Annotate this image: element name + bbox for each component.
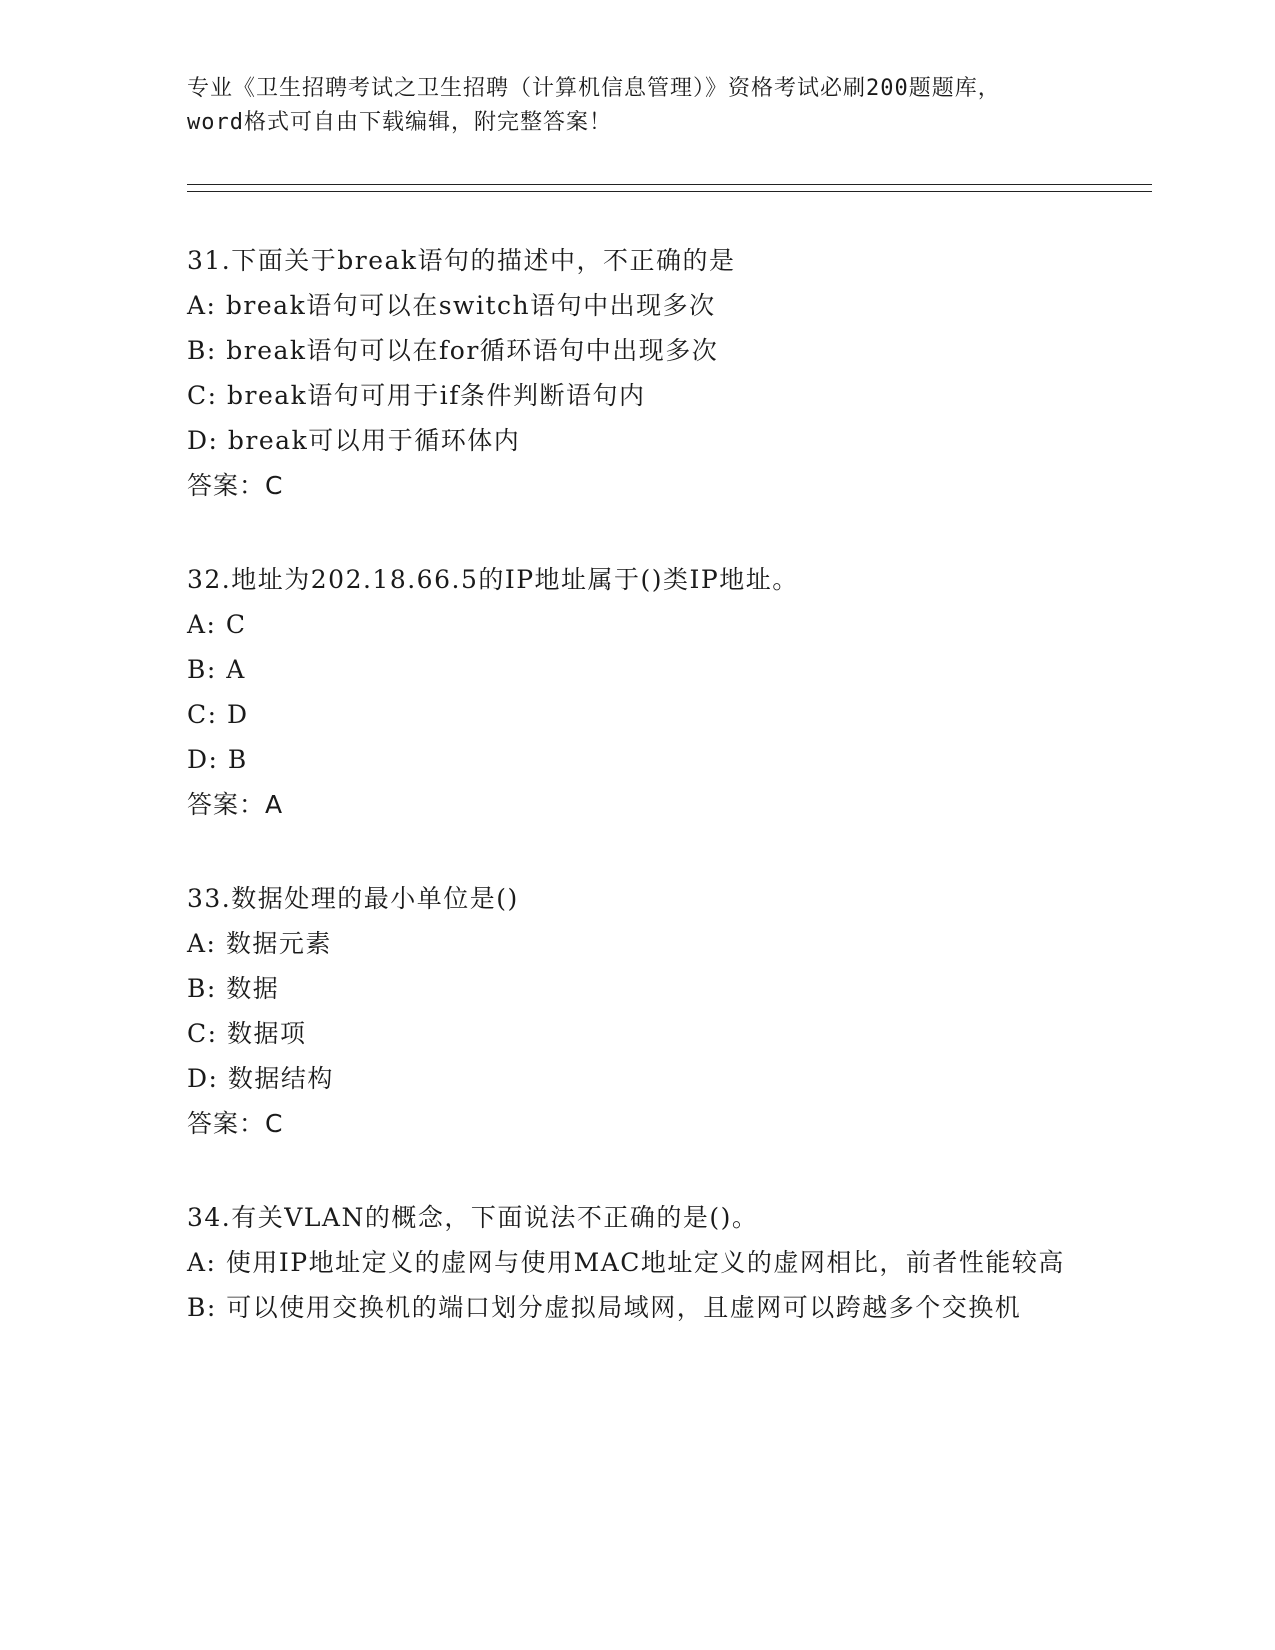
option-a: A: 数据元素 bbox=[187, 929, 332, 958]
option-b: B: break语句可以在for循环语句中出现多次 bbox=[187, 336, 719, 365]
option-a: A: 使用IP地址定义的虚网与使用MAC地址定义的虚网相比，前者性能较高 bbox=[187, 1248, 1065, 1277]
document-page bbox=[187, 72, 1152, 1379]
question-34 bbox=[187, 1195, 1152, 1330]
option-a: A: break语句可以在switch语句中出现多次 bbox=[187, 291, 716, 320]
question-33 bbox=[187, 876, 1152, 1146]
question-list bbox=[187, 238, 1152, 1330]
option-d: D: 数据结构 bbox=[187, 1064, 334, 1093]
option-c: C: break语句可用于if条件判断语句内 bbox=[187, 381, 646, 410]
question-31 bbox=[187, 238, 1152, 508]
answer-line: 答案：A bbox=[187, 790, 284, 819]
header-note-line-1: 专业《卫生招聘考试之卫生招聘（计算机信息管理）》资格考试必刷200题题库， bbox=[187, 76, 1001, 101]
answer-line: 答案：C bbox=[187, 471, 284, 500]
question-stem: 33.数据处理的最小单位是() bbox=[187, 884, 519, 913]
question-stem: 31.下面关于break语句的描述中，不正确的是 bbox=[187, 246, 736, 275]
option-b: B: A bbox=[187, 655, 246, 684]
option-d: D: B bbox=[187, 745, 248, 774]
option-c: C: D bbox=[187, 700, 249, 729]
double-rule-divider bbox=[187, 184, 1152, 192]
question-32 bbox=[187, 557, 1152, 827]
option-c: C: 数据项 bbox=[187, 1019, 307, 1048]
question-stem: 34.有关VLAN的概念，下面说法不正确的是()。 bbox=[187, 1203, 759, 1232]
question-stem: 32.地址为202.18.66.5的IP地址属于()类IP地址。 bbox=[187, 565, 799, 594]
option-b: B: 可以使用交换机的端口划分虚拟局域网，且虚网可以跨越多个交换机 bbox=[187, 1293, 1022, 1322]
header-note bbox=[187, 72, 1152, 140]
option-a: A: C bbox=[187, 610, 247, 639]
header-note-line-2: word格式可自由下载编辑，附完整答案！ bbox=[187, 110, 612, 135]
answer-line: 答案：C bbox=[187, 1109, 284, 1138]
option-b: B: 数据 bbox=[187, 974, 280, 1003]
option-d: D: break可以用于循环体内 bbox=[187, 426, 521, 455]
